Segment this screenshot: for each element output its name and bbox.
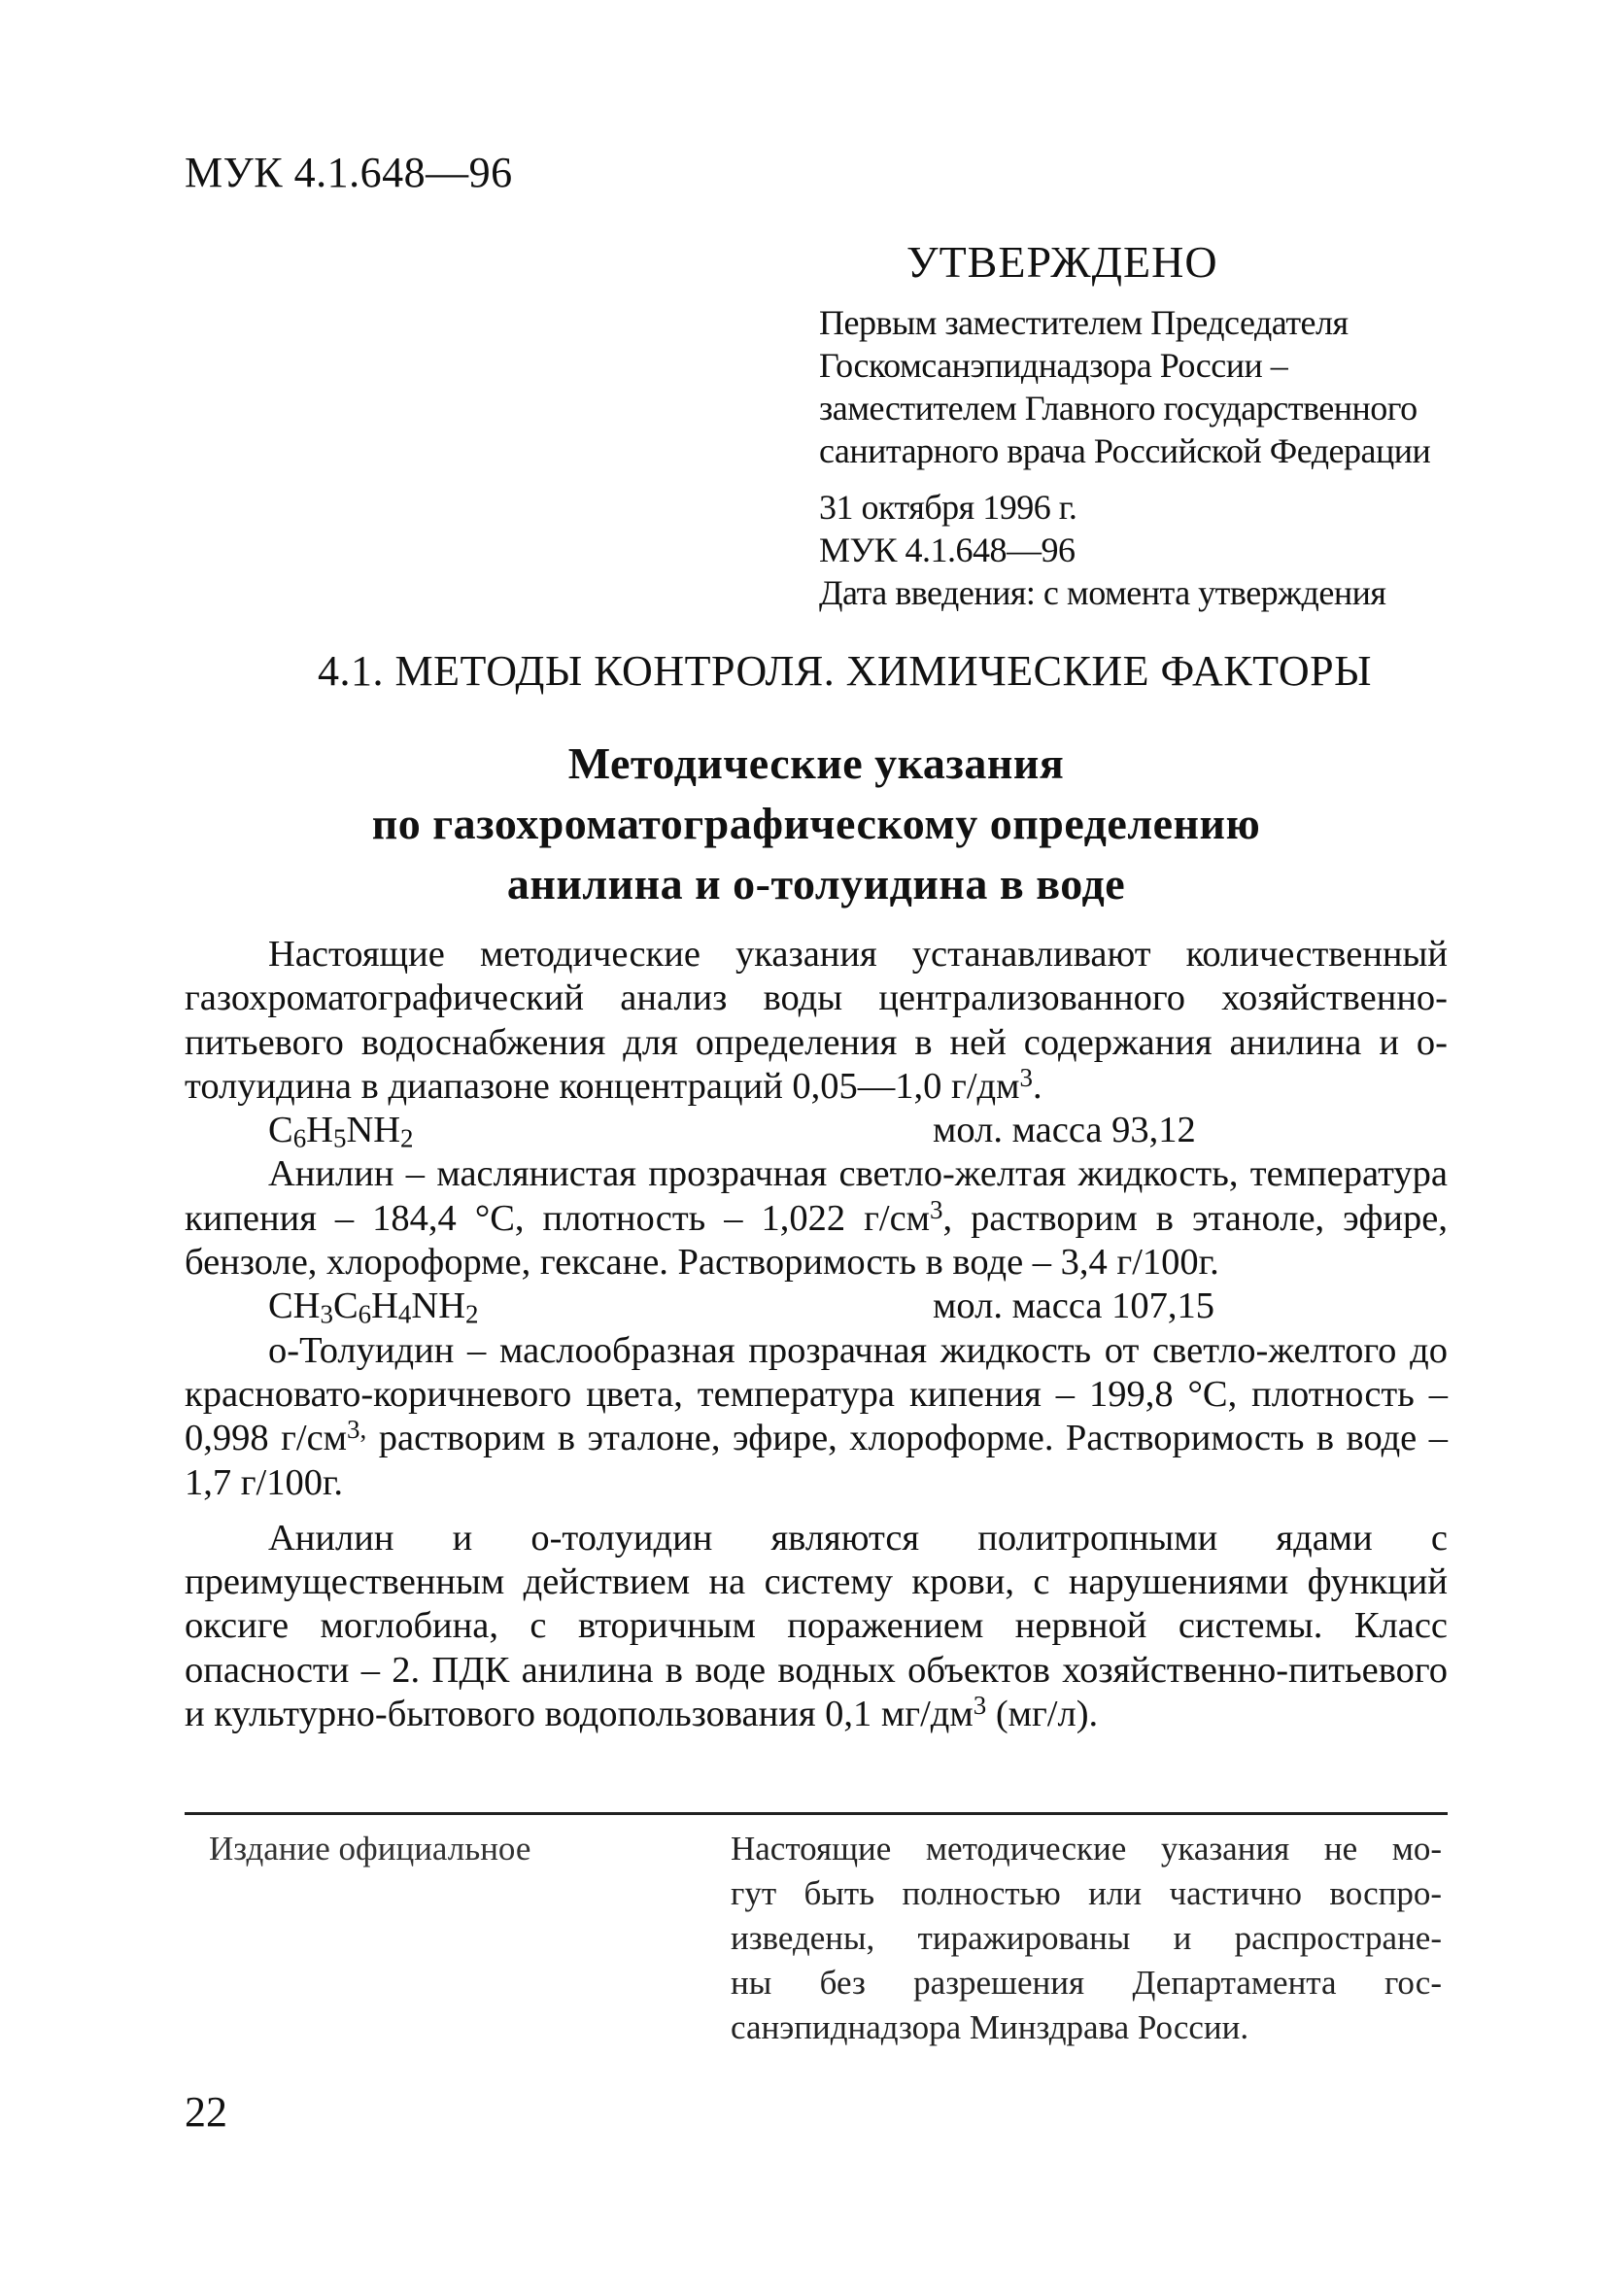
- approval-date: 31 октября 1996 г.: [819, 488, 1077, 527]
- approval-line: Первым заместителем Председателя: [819, 303, 1349, 342]
- section-heading: 4.1. МЕТОДЫ КОНТРОЛЯ. ХИМИЧЕСКИЕ ФАКТОРЫ: [318, 647, 1373, 695]
- notice-line: изведены, тиражированы и распростране-: [731, 1919, 1442, 1957]
- official-edition-label: Издание официальное: [209, 1830, 531, 1868]
- toxicity-paragraph: Анилин и о-толуидин являются политропными ядами с преимущественным действием на систему крови, с нарушениями функций оксиге моглобина, с вторичным поражением нервной системы. Класс опасности – 2. ПДК анилина в воде водных объектов хозяйственно-питьевого и культурно-бытового водопользования 0,1 $мг/дм^3$ (мг/л).: [185, 1517, 1448, 1735]
- toluidine-formula-row: [185, 1285, 1448, 1328]
- document-code: МУК 4.1.648—96: [185, 149, 513, 196]
- aniline-molar-mass: мол. масса 93,12: [933, 1110, 1196, 1151]
- notice-line: санэпиднадзора Минздрава России.: [731, 2008, 1249, 2046]
- approval-effective-date: Дата введения: с момента утверждения: [819, 573, 1386, 612]
- title-line: Методические указания: [567, 738, 1065, 788]
- copyright-notice: [731, 1827, 1442, 2050]
- approval-code: МУК 4.1.648—96: [819, 531, 1076, 569]
- notice-line: гут быть полностью или частично воспро-: [731, 1874, 1442, 1912]
- title-line: анилина и о-толуидина в воде: [506, 859, 1126, 908]
- toluidine-formula: $CH_3C_6H_4NH_2$: [268, 1285, 479, 1329]
- toluidine-molar-mass: мол. масса 107,15: [933, 1285, 1214, 1327]
- page-number: 22: [185, 2088, 227, 2136]
- intro-paragraph: Настоящие методические указания устанавливают количественный газохроматографический анализ воды централизованного хозяйственно-питьевого водоснабжения для определения в ней содержания анилина и о-толуидина в диапазоне концентраций 0,05—1,0 $г/дм^3$.: [185, 934, 1448, 1107]
- aniline-formula-row: [185, 1109, 1448, 1152]
- approval-line: Госкомсанэпиднадзора России –: [819, 346, 1288, 385]
- aniline-description: Анилин – маслянистая прозрачная светло-желтая жидкость, температура кипения – 184,4 °С, плотность – 1,022 $г/см^3$, растворим в этаноле, эфире, бензоле, хлороформе, гексане. Растворимость в воде – 3,4 г/100г.: [185, 1153, 1448, 1284]
- body-text: [185, 933, 1448, 1736]
- footer-divider: [185, 1812, 1448, 1815]
- approval-heading: УТВЕРЖДЕНО: [906, 237, 1218, 287]
- notice-line: ны без разрешения Департамента гос-: [731, 1964, 1442, 2002]
- title-line: по газохроматографическому определению: [371, 799, 1261, 848]
- approval-block: [819, 235, 1441, 614]
- approval-line: санитарного врача Российской Федерации: [819, 431, 1431, 470]
- notice-line: Настоящие методические указания не мо-: [731, 1830, 1442, 1868]
- approval-line: заместителем Главного государственного: [819, 389, 1418, 428]
- aniline-formula: $C_6H_5NH_2$: [268, 1110, 414, 1153]
- toluidine-description: о-Толуидин – маслообразная прозрачная жидкость от светло-желтого до красновато-коричневого цвета, температура кипения – 199,8 °С, плотность – 0,998 $г/см^{3,}$ растворим в эталоне, эфире, хлороформе. Растворимость в воде – 1,7 г/100г.: [185, 1329, 1448, 1503]
- document-title: [185, 734, 1448, 914]
